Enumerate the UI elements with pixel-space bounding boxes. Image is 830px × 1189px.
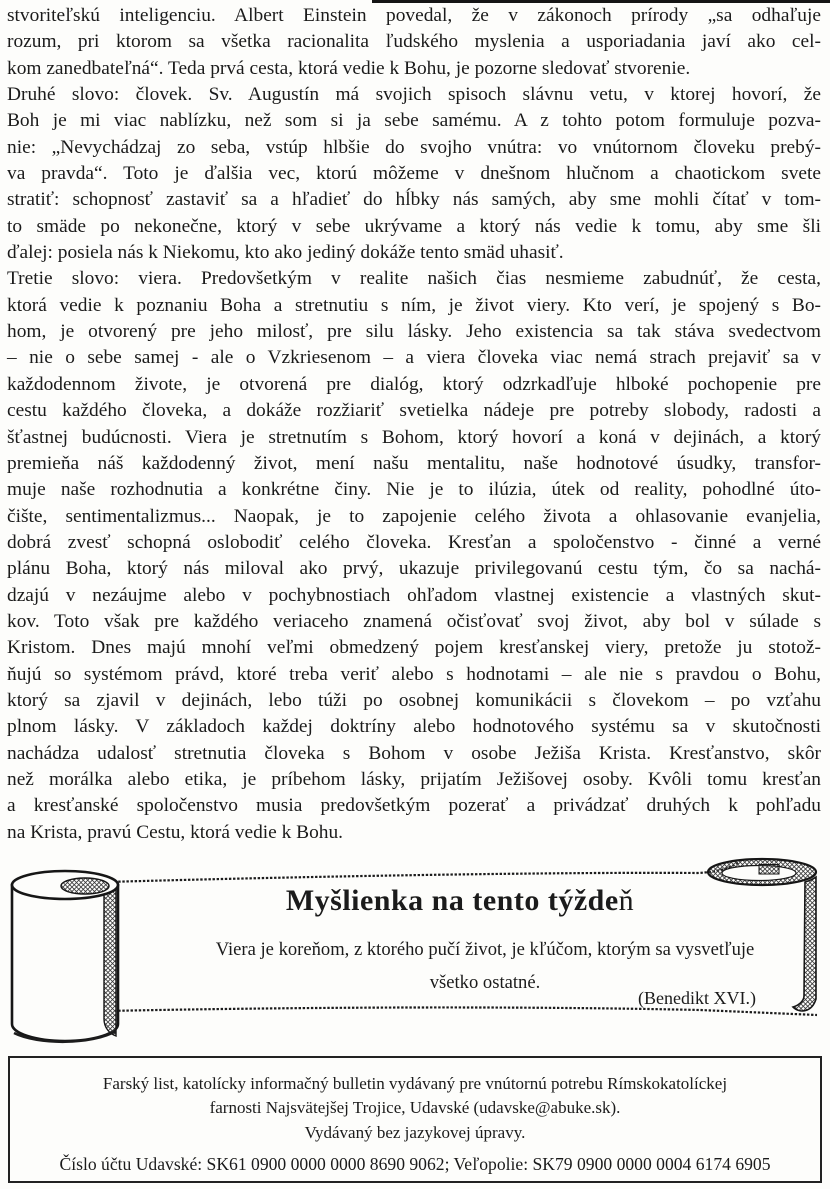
text-line: než morálka alebo etika, je príbehom lásky, prijatím Ježišovej osoby. Kvôli tomu kresťan	[7, 768, 821, 790]
footer-line: Vydávaný bez jazykovej úpravy.	[304, 1122, 526, 1142]
text-line: na Krista, pravú Cestu, ktorá vedie k Bohu.	[7, 821, 344, 843]
article-body	[7, 3, 821, 846]
text-line: každodennom živote, je otvorená pre dialóg, ktorý odzrkadľuje hlboké pochopenie pre	[7, 373, 821, 395]
thought-of-week-banner	[0, 851, 830, 1052]
text-line: Druhé slovo: človek. Sv. Augustín má svojich spisoch slávnu vetu, v ktorej hovorí, že	[7, 84, 821, 106]
text-line: stratiť: schopnosť zastaviť sa a hľadieť do hĺbky nás samých, aby sme mohli čítať v tom-	[7, 189, 821, 211]
banner-title	[120, 884, 800, 918]
banner-title-tail: ň	[618, 884, 635, 917]
text-line: hom, je otvorený pre jeho milosť, pre silu lásky. Jeho existencia sa tak stáva svedectvom	[7, 321, 821, 343]
text-line: premieňa náš každodenný život, mení našu mentalitu, naše hodnotové úsudky, transfor-	[7, 452, 821, 474]
text-line: – nie o sebe samej - ale o Vzkriesenom – a viera človeka viac nemá strach prejaviť sa v	[7, 347, 821, 369]
text-line: rozum, pri ktorom sa všetka racionalita ľudského myslenia a usporiadania javí ako cel-	[7, 31, 821, 53]
text-line: ktorá vedie k poznaniu Boha a stretnutiu s ním, je život viery. Kto verí, je spojený s Bo-	[7, 294, 821, 316]
footer-line: Farský list, katolícky informačný bulletin vydávaný pre vnútornú potrebu Rímskokatolíckej	[102, 1074, 728, 1093]
text-line: muje naše rozhodnutia a konkrétne činy. Nie je to ilúzia, útek od reality, pohodlné úto-	[7, 479, 821, 501]
text-line: ktorý sa zjavil v dejinách, lebo túži po osobnej komunikácii s človekom – po vzťahu	[7, 689, 821, 711]
text-line: čište, sentimentalizmus... Naopak, je to zapojenie celého života a ohlasovanie evanjelia,	[7, 505, 821, 527]
text-line: Boh je mi viac nablízku, než som si ja sebe samému. A z tohto potom formuluje pozva-	[7, 110, 821, 132]
text-line: kov. Toto však pre každého veriaceho znamená očisťovať svoj život, aby bol v súlade s	[7, 610, 821, 632]
text-line: cestu každého človeka, a dokáže rozžiariť svetielka nádeje pre potreby slobody, radosti a	[7, 400, 821, 422]
text-line: Tretie slovo: viera. Predovšetkým v realite našich čias nesmieme zabudnúť, že cesta,	[7, 268, 821, 290]
text-line: dobrá zvesť schopná oslobodiť celého človeka. Kresťan a spoločenstvo - činné a verné	[7, 531, 821, 553]
text-line: kom zanedbateľná“. Teda prvá cesta, ktorá vedie k Bohu, je pozorne sledovať stvorenie.	[7, 57, 691, 79]
footer-info-box	[8, 1056, 822, 1183]
text-line: nie: „Nevychádzaj zo seba, vstúp hlbšie do svojho vnútra: vo vnútornom človeku prebý-	[7, 136, 821, 158]
paragraph-3	[7, 266, 821, 846]
text-line: dzajú v nezáujme alebo v pochybnostiach ohľadom vlastnej existencie a vlastných skut-	[7, 584, 821, 606]
text-line: va pravda“. Toto je ďalšia vec, ktorú môžeme v dnešnom hlučnom a chaotickom svete	[7, 163, 821, 185]
paragraph-1	[7, 3, 821, 82]
text-line: nachádza udalosť stretnutia človeka s Bohom v osobe Ježiša Krista. Kresťanstvo, skôr	[7, 742, 821, 764]
footer-account-line: Číslo účtu Udavské: SK61 0900 0000 0000 8690 9062; Veľopolie: SK79 0900 0000 0004 6174 6905	[59, 1154, 771, 1175]
text-line: ďalej: posiela nás k Niekomu, kto ako jediný dokáže tento smäd uhasiť.	[7, 242, 564, 264]
text-line: stvoriteľskú inteligenciu. Albert Einstein povedal, že v zákonoch prírody „sa odhaľuje	[7, 5, 821, 26]
quote-line: Viera je koreňom, z ktorého pučí život, je kľúčom, ktorým sa vysvetľuje	[215, 939, 755, 960]
text-line: šťastnej budúcnosti. Viera je stretnutím s Bohom, ktorý hovorí a koná v dejinách, a ktorý	[7, 426, 821, 448]
banner-attribution: (Benedikt XVI.)	[638, 988, 756, 1008]
text-line: plnom lásky. V základoch každej doktríny alebo hodnotového systému sa v skutočnosti	[7, 716, 821, 738]
footer-publisher-lines	[10, 1072, 820, 1145]
scroll-left-roll	[12, 871, 118, 1042]
text-line: Kristom. Dnes majú mnohí veľmi obmedzený pojem kresťanskej viery, pretože ju stotož-	[7, 637, 821, 659]
banner-title-main: Myšlienka na tento týžde	[285, 884, 619, 917]
text-line: ňujú so systémom právd, ktoré treba veriť alebo s hodnotami – ale nie s pravdou o Bohu,	[7, 663, 821, 685]
text-line: plánu Boha, ktorý nás miloval ako prvý, ukazuje privilegovanú cestu tým, čo sa nachá-	[7, 558, 821, 580]
text-line: to smäde po nekonečne, ktorý v sebe ukrývame a ktorý nás vedie k tomu, aby sme šli	[7, 215, 821, 237]
footer-line: farnosti Najsvätejšej Trojice, Udavské (udavske@abuke.sk).	[209, 1098, 621, 1118]
text-line: a kresťanské spoločenstvo musia predovšetkým pozerať a privádzať druhých k pohľadu	[7, 795, 821, 817]
paragraph-2	[7, 82, 821, 266]
quote-line: všetko ostatné.	[429, 972, 541, 993]
